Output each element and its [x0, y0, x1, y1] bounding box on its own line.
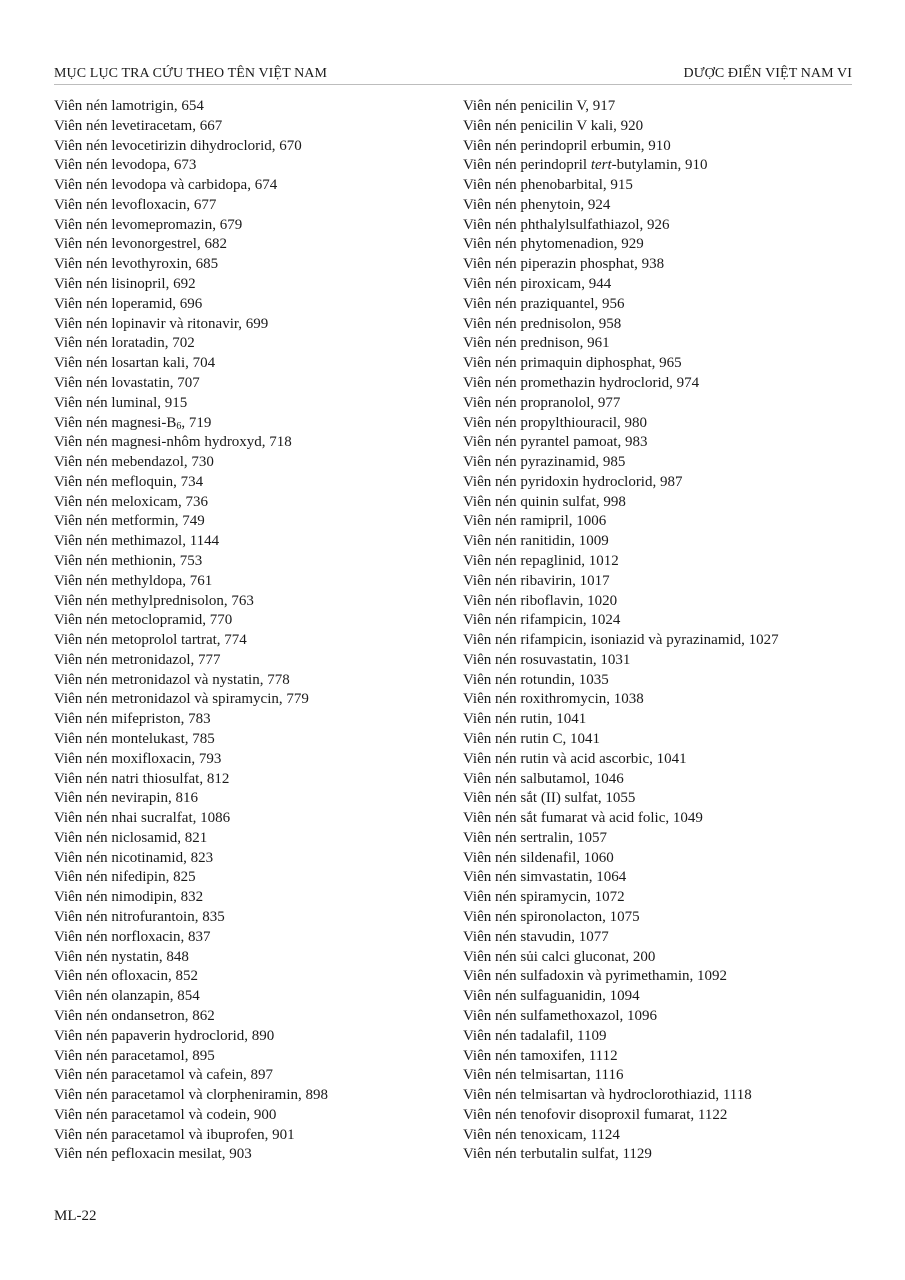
index-entry: Viên nén mebendazol, 730	[54, 454, 214, 471]
index-entry: Viên nén perindopril erbumin, 910	[463, 137, 671, 154]
index-entry: Viên nén nhai sucralfat, 1086	[54, 810, 231, 827]
index-entry: Viên nén stavudin, 1077	[463, 928, 609, 945]
index-entry: Viên nén prednison, 961	[463, 335, 610, 352]
index-entry: Viên nén nifedipin, 825	[54, 869, 196, 886]
index-entry: Viên nén spiramycin, 1072	[463, 889, 625, 906]
page-number: ML-22	[54, 1208, 97, 1224]
index-entry: Viên nén riboflavin, 1020	[463, 592, 618, 609]
header-section-title: MỤC LỤC TRA CỨU THEO TÊN VIỆT NAM	[54, 66, 328, 81]
index-entry: Viên nén rifampicin, 1024	[463, 612, 621, 629]
index-column-right	[463, 97, 779, 1165]
index-entry: Viên nén levomepromazin, 679	[54, 216, 243, 233]
index-entry: Viên nén rifampicin, isoniazid và pyrazinamid, 1027	[463, 632, 779, 649]
index-entry: Viên nén ranitidin, 1009	[463, 533, 609, 550]
index-entry: Viên nén levonorgestrel, 682	[54, 236, 227, 253]
index-entry: Viên nén piperazin phosphat, 938	[463, 256, 665, 273]
index-entry: Viên nén rutin C, 1041	[463, 731, 600, 747]
index-entry: Viên nén losartan kali, 704	[54, 355, 216, 372]
index-entry: Viên nén telmisartan và hydroclorothiazid, 1118	[463, 1087, 752, 1104]
index-entry: Viên nén primaquin diphosphat, 965	[463, 355, 682, 372]
index-entry: Viên nén levofloxacin, 677	[54, 196, 217, 213]
index-entry: Viên nén nicotinamid, 823	[54, 849, 214, 866]
index-entry: Viên nén metoclopramid, 770	[54, 612, 233, 629]
index-entry: Viên nén sắt (II) sulfat, 1055	[463, 790, 636, 807]
index-entry: Viên nén tadalafil, 1109	[463, 1027, 607, 1044]
index-entry: Viên nén luminal, 915	[54, 394, 188, 411]
index-entry: Viên nén levodopa và carbidopa, 674	[54, 177, 278, 194]
index-entry: Viên nén moxifloxacin, 793	[54, 750, 222, 767]
index-entry: Viên nén lopinavir và ritonavir, 699	[54, 315, 269, 332]
index-entry: Viên nén paracetamol, 895	[54, 1047, 215, 1064]
index-entry: Viên nén tenofovir disoproxil fumarat, 1122	[463, 1106, 728, 1123]
index-entry: Viên nén montelukast, 785	[54, 731, 215, 747]
index-entry: Viên nén methimazol, 1144	[54, 533, 220, 550]
index-entry: Viên nén salbutamol, 1046	[463, 770, 624, 787]
index-entry: Viên nén promethazin hydroclorid, 974	[463, 374, 700, 391]
index-entry: Viên nén nitrofurantoin, 835	[54, 909, 225, 926]
index-entry: Viên nén sulfamethoxazol, 1096	[463, 1007, 658, 1024]
index-entry: Viên nén prednisolon, 958	[463, 315, 622, 332]
index-entry: Viên nén penicilin V, 917	[463, 98, 616, 114]
index-entry: Viên nén sắt fumarat và acid folic, 1049	[463, 810, 703, 827]
index-entry: Viên nén penicilin V kali, 920	[463, 117, 644, 134]
index-entry: Viên nén rutin và acid ascorbic, 1041	[463, 750, 687, 767]
index-entry: Viên nén sertralin, 1057	[463, 829, 608, 846]
running-header	[54, 64, 852, 85]
index-entry: Viên nén loratadin, 702	[54, 335, 195, 352]
index-entry: Viên nén paracetamol và clorpheniramin, 898	[54, 1087, 328, 1104]
index-entry: Viên nén paracetamol và ibuprofen, 901	[54, 1126, 295, 1143]
index-entry: Viên nén ribavirin, 1017	[463, 572, 610, 589]
index-entry: Viên nén paracetamol và codein, 900	[54, 1106, 277, 1123]
index-entry: Viên nén natri thiosulfat, 812	[54, 770, 230, 787]
index-entry: Viên nén nimodipin, 832	[54, 889, 204, 906]
index-entry: Viên nén nystatin, 848	[54, 948, 189, 965]
index-column-left	[54, 97, 328, 1165]
index-entry: Viên nén pefloxacin mesilat, 903	[54, 1146, 252, 1163]
index-entry: Viên nén sildenafil, 1060	[463, 849, 614, 866]
index-entry: Viên nén rotundin, 1035	[463, 671, 609, 688]
index-entry: Viên nén pyrantel pamoat, 983	[463, 434, 648, 451]
index-entry: Viên nén sủi calci gluconat, 200	[463, 948, 656, 965]
index-entry: Viên nén niclosamid, 821	[54, 829, 208, 846]
index-entry: Viên nén metronidazol, 777	[54, 651, 221, 668]
index-entry: Viên nén levocetirizin dihydroclorid, 670	[54, 137, 302, 154]
index-entry: Viên nén levetiracetam, 667	[54, 117, 223, 134]
index-entry: Viên nén meloxicam, 736	[54, 493, 209, 510]
index-entry: Viên nén piroxicam, 944	[463, 276, 612, 293]
index-entry: Viên nén magnesi-$B_6$, 719	[54, 414, 212, 432]
index-entry: Viên nén metronidazol và nystatin, 778	[54, 671, 290, 688]
index-entry: Viên nén magnesi-nhôm hydroxyd, 718	[54, 434, 292, 451]
index-entry: Viên nén simvastatin, 1064	[463, 869, 627, 886]
index-entry: Viên nén telmisartan, 1116	[463, 1067, 624, 1084]
index-entry: Viên nén metoprolol tartrat, 774	[54, 632, 247, 649]
index-entry: Viên nén tamoxifen, 1112	[463, 1047, 618, 1064]
index-entry: Viên nén rutin, 1041	[463, 711, 587, 728]
index-entry: Viên nén nevirapin, 816	[54, 790, 199, 807]
index-entry: Viên nén methylprednisolon, 763	[54, 592, 254, 609]
index-entry: Viên nén tenoxicam, 1124	[463, 1126, 620, 1143]
index-entry: Viên nén ofloxacin, 852	[54, 968, 199, 985]
index-entry: Viên nén ondansetron, 862	[54, 1007, 215, 1024]
header-book-title: DƯỢC ĐIỂN VIỆT NAM VI	[683, 66, 852, 81]
index-entry: Viên nén lovastatin, 707	[54, 374, 200, 391]
index-entry: Viên nén levodopa, 673	[54, 157, 197, 174]
index-entry: Viên nén phytomenadion, 929	[463, 236, 644, 253]
index-entry: Viên nén sulfadoxin và pyrimethamin, 1092	[463, 968, 728, 985]
index-entry: Viên nén loperamid, 696	[54, 295, 203, 312]
index-entry: Viên nén rosuvastatin, 1031	[463, 651, 631, 668]
index-entry: Viên nén phenobarbital, 915	[463, 177, 633, 194]
index-entry: Viên nén terbutalin sulfat, 1129	[463, 1146, 652, 1163]
index-entry: Viên nén lamotrigin, 654	[54, 98, 204, 114]
index-entry: Viên nén phenytoin, 924	[463, 196, 611, 213]
index-entry: Viên nén spironolacton, 1075	[463, 909, 640, 926]
index-entry: Viên nén pyrazinamid, 985	[463, 454, 626, 471]
index-entry: Viên nén mefloquin, 734	[54, 473, 204, 490]
index-entry: Viên nén olanzapin, 854	[54, 988, 200, 1005]
index-entry: Viên nén methyldopa, 761	[54, 572, 213, 589]
index-entry: Viên nén propranolol, 977	[463, 394, 621, 411]
index-entry: Viên nén methionin, 753	[54, 552, 203, 569]
index-entry: Viên nén repaglinid, 1012	[463, 552, 619, 569]
index-entry: Viên nén norfloxacin, 837	[54, 928, 211, 945]
index-entry: Viên nén perindopril tert-butylamin, 910	[463, 157, 708, 174]
index-entry: Viên nén papaverin hydroclorid, 890	[54, 1027, 275, 1044]
index-entry: Viên nén phthalylsulfathiazol, 926	[463, 216, 670, 233]
index-entry: Viên nén metformin, 749	[54, 513, 205, 530]
index-entry: Viên nén mifepriston, 783	[54, 711, 211, 728]
index-entry: Viên nén ramipril, 1006	[463, 513, 607, 530]
index-entry: Viên nén levothyroxin, 685	[54, 256, 219, 273]
index-entry: Viên nén roxithromycin, 1038	[463, 691, 644, 708]
index-entry: Viên nén paracetamol và cafein, 897	[54, 1067, 273, 1084]
index-entry: Viên nén pyridoxin hydroclorid, 987	[463, 473, 683, 490]
index-entry: Viên nén lisinopril, 692	[54, 276, 196, 293]
index-entry: Viên nén praziquantel, 956	[463, 295, 625, 312]
index-entry: Viên nén sulfaguanidin, 1094	[463, 988, 640, 1005]
index-entry: Viên nén propylthiouracil, 980	[463, 414, 648, 431]
index-entry: Viên nén metronidazol và spiramycin, 779	[54, 691, 309, 708]
index-entry: Viên nén quinin sulfat, 998	[463, 493, 626, 510]
